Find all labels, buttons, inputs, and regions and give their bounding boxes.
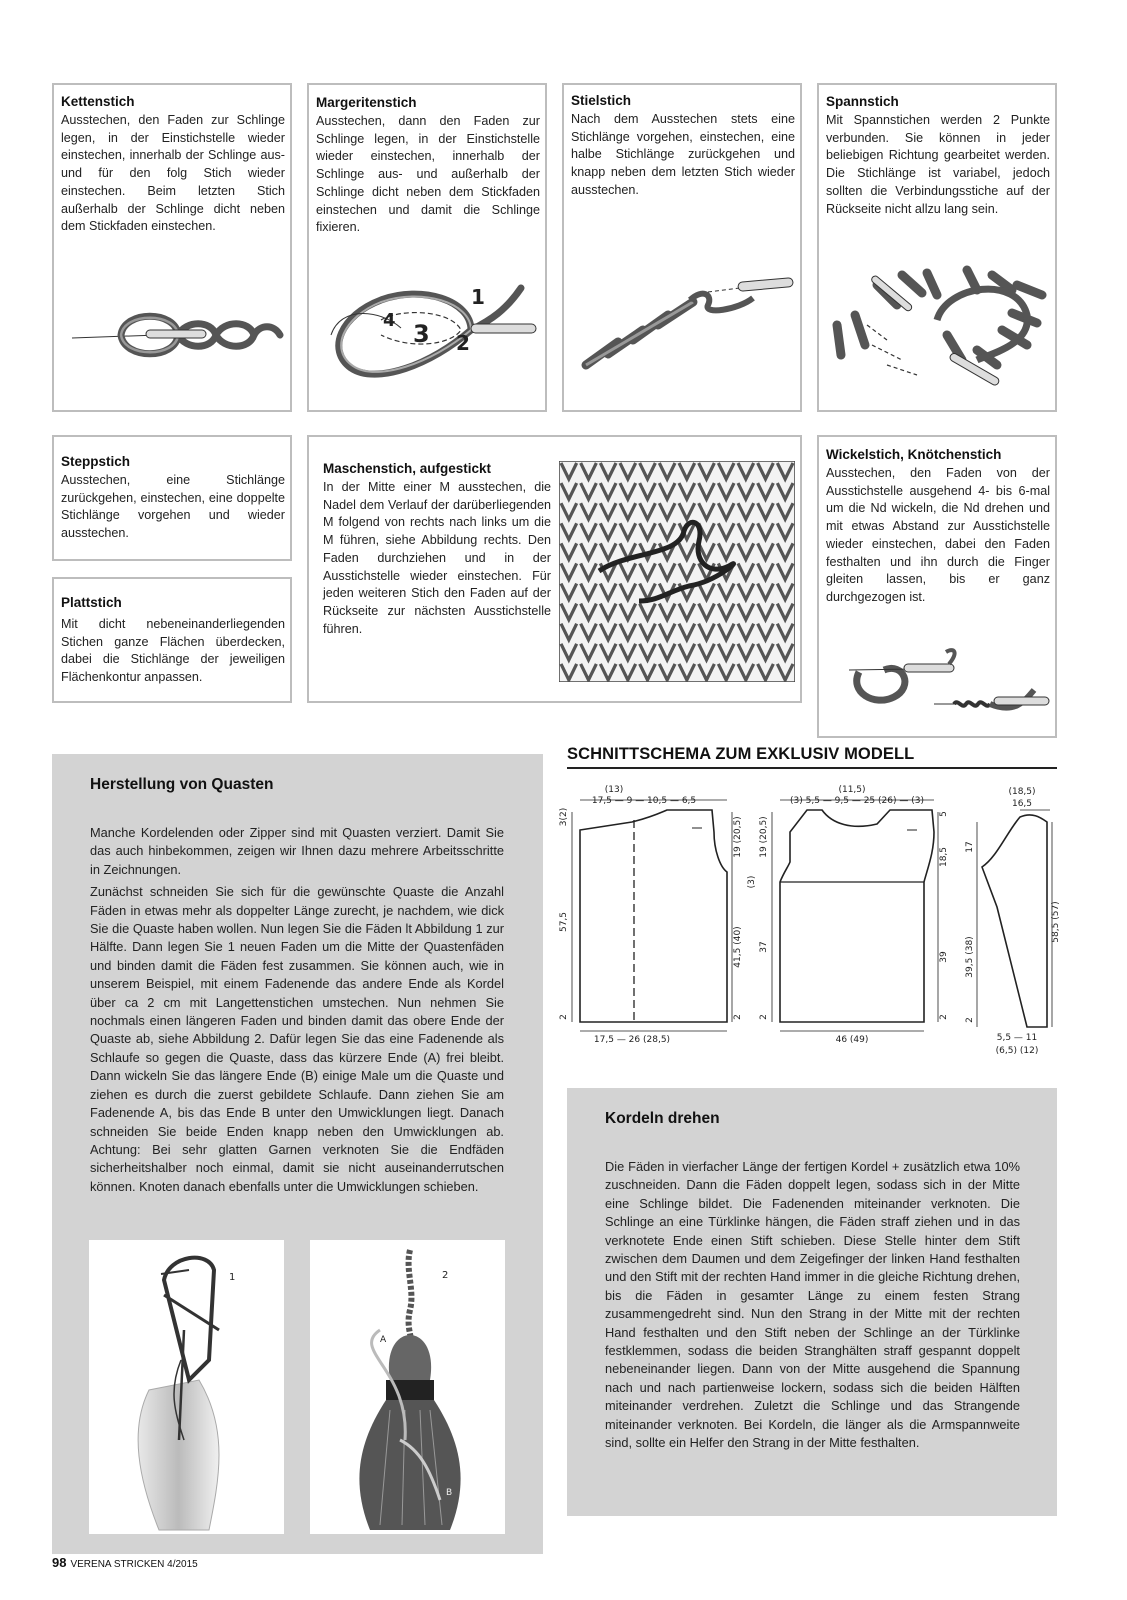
- dimension-label: 16,5: [1011, 799, 1033, 809]
- dimension-label: 41,5 (40): [733, 926, 743, 968]
- chain-stitch-illustration: [66, 290, 286, 380]
- stitch-card-steppstich: [52, 435, 292, 561]
- stitch-title: Plattstich: [61, 595, 122, 610]
- figure-number: 1: [229, 1272, 236, 1283]
- section-title: Herstellung von Quasten: [90, 776, 274, 793]
- dimension-label: 37: [759, 941, 769, 953]
- tassel-section: [52, 754, 543, 1554]
- stitch-card-margeritenstich: [307, 83, 547, 412]
- dimension-label: 17,5 — 9 — 10,5 — 6,5: [591, 796, 697, 806]
- dimension-label: 2: [559, 1014, 569, 1020]
- stitch-card-stielstich: [562, 83, 802, 412]
- cord-section: [567, 1088, 1057, 1516]
- dimension-label: (13): [604, 785, 624, 795]
- paragraph: Manche Kordelenden oder Zipper sind mit Quasten verziert. Damit Sie das auch hinbekommen, zeigen wir Ihnen dazu mehrere Arbeitsschritte in Zeichnungen.: [90, 825, 504, 877]
- lazy-daisy-illustration: [321, 280, 543, 385]
- stitch-card-plattstich: [52, 577, 292, 703]
- tassel-figure-1: [89, 1240, 284, 1534]
- dimension-label: 18,5: [939, 846, 949, 868]
- dimension-label: 17: [965, 841, 975, 853]
- dimension-label: 57,5: [559, 911, 569, 933]
- section-title: Kordeln drehen: [605, 1110, 720, 1127]
- paragraph: Zunächst schneiden Sie sich für die gewünschte Quaste die Anzahl Fäden in etwas mehr als doppelter Länge zurecht, je nachdem, wie dick Sie die Quaste haben wollen. Nun legen Sie die Fäden lt Abbildung 1 zur Hälfte. Dann legen Sie 1 neuen Faden um die Mitte der Quastenfäden und binden damit die Fäden fest zusammen. Sie können auch, wie in unserem Beispiel, mit einem Fadenende das andere Ende als Kordel über ca 2 cm mit Langettenstichen umstechen. Nun nehmen Sie nochmals einen längeren Faden und binden damit das obere Ende der Quaste ab, siehe Abbildung 2. Dafür legen Sie das eine Fadenende als Schlaufe so gegen die Quaste, dass das kürzere Ende (A) frei bleibt. Dann wickeln Sie das längere Ende (B) einige Male um die Quaste und ziehen es durch die zuerst gebildete Schlaufe. Dann ziehen Sie am Fadenende A, bis das Ende B unter den Umwicklungen liegt. Danach schneiden Sie beide Enden knapp neben den Umwicklungen ab. Achtung: Bei sehr glatten Garnen verknoten Sie die Endfäden sicherheitshalber noch einmal, damit sie nicht auseinanderrutschen können. Knoten danach ebenfalls unter die Umwicklungen schieben.: [90, 884, 504, 1194]
- dimension-label: 2: [733, 1014, 743, 1020]
- figure-label: 3: [413, 320, 430, 348]
- figure-number: 2: [442, 1270, 449, 1281]
- stitch-description: Ausstechen, dann den Faden zur Schlinge legen, in der Einstichstelle wieder einstechen, innerhalb der Schlinge aus- und außerhalb der Schlinge dicht neben dem Stickfaden einstechen und damit die Schlinge fixieren.: [316, 114, 540, 235]
- stitch-card-wickelstich: [817, 435, 1057, 738]
- stitch-title: Margeritenstich: [316, 95, 417, 110]
- dimension-label: 2: [965, 1017, 975, 1023]
- dimension-label: 46 (49): [835, 1035, 869, 1045]
- duplicate-stitch-illustration: [559, 461, 795, 682]
- dimension-label: 3(2): [559, 807, 569, 827]
- stitch-card-spannstich: [817, 83, 1057, 412]
- dimension-label: (3): [747, 875, 757, 889]
- dimension-label: (11,5): [838, 785, 866, 795]
- stitch-card-maschenstich: [307, 435, 802, 703]
- dimension-label: 39: [939, 951, 949, 963]
- dimension-label: 5: [939, 811, 949, 817]
- figure-label: 1: [471, 285, 485, 309]
- stitch-title: Kettenstich: [61, 94, 135, 109]
- dimension-label: 2: [939, 1014, 949, 1020]
- stem-stitch-illustration: [578, 270, 796, 380]
- dimension-label: 19 (20,5): [759, 816, 769, 858]
- dimension-label: 2: [759, 1014, 769, 1020]
- dimension-label: (6,5) (12): [995, 1046, 1039, 1056]
- back-piece: [580, 810, 727, 1022]
- dimension-label: 39,5 (38): [965, 936, 975, 978]
- stitch-title: Stielstich: [571, 93, 632, 108]
- sleeve-piece: [982, 815, 1047, 1027]
- stitch-description: Ausstechen, den Faden von der Ausstichstelle ausgehend 4- bis 6-mal um die Nd wickeln, die Nd drehen und mit etwas Abstand zur Ausstichstelle wieder einstechen, dabei den Faden festhalten und ihn durch die Finger gleiten lassen, bis er ganz durchgezogen ist.: [826, 466, 1050, 604]
- thread-end-label: B: [446, 1488, 453, 1498]
- figure-label: 4: [383, 310, 396, 331]
- dimension-label: 19 (20,5): [733, 816, 743, 858]
- page-footer: [52, 1555, 198, 1570]
- dimension-label: 58,5 (57): [1051, 901, 1061, 943]
- thread-end-label: A: [380, 1335, 387, 1345]
- stitch-description: Mit Spannstichen werden 2 Punkte verbunden. Sie können in jeder beliebigen Richtung gearbeitet werden. Die Stichlänge ist variabel, jedoch sollten die Verbindungsstiche auf der Rückseite nicht allzu lang sein.: [826, 113, 1050, 216]
- stitch-card-kettenstich: [52, 83, 292, 412]
- pattern-schematic-title: SCHNITTSCHEMA ZUM EXKLUSIV MODELL: [567, 745, 915, 763]
- stitch-title: Spannstich: [826, 94, 899, 109]
- dimension-label: (18,5): [1008, 787, 1036, 797]
- magazine-issue: VERENA STRICKEN 4/2015: [70, 1559, 198, 1570]
- stitch-title: Wickelstich, Knötchenstich: [826, 447, 1002, 462]
- front-piece: [780, 810, 934, 1022]
- stitch-description: Ausstechen, eine Stichlänge zurückgehen, einstechen, eine doppelte Stichlänge vorgehen und wieder ausstechen.: [61, 473, 285, 541]
- stitch-description: In der Mitte einer M ausstechen, die Nadel dem Verlauf der darüberliegenden M folgend von rechts nach links um die M führen, siehe Abbildung rechts. Den Faden durchziehen und in der Ausstichstelle wieder einstechen. Für jeden weiteren Stich den Faden auf der Rückseite zur nächsten Ausstichstelle führen.: [323, 480, 551, 636]
- straight-stitch-illustration: [827, 265, 1053, 390]
- dimension-label: (3) 5,5 — 9,5 — 25 (26) — (3): [790, 796, 924, 806]
- stitch-title: Steppstich: [61, 454, 131, 469]
- figure-label: 2: [456, 331, 470, 355]
- stitch-description: Mit dicht nebeneinanderliegenden Stichen ganze Flächen überdecken, dabei die Stichlänge der jeweiligen Flächenkontur anpassen.: [61, 617, 285, 685]
- dimension-label: 17,5 — 26 (28,5): [593, 1035, 671, 1045]
- french-knot-illustration: [844, 642, 1054, 732]
- paragraph: Die Fäden in vierfacher Länge der fertigen Kordel + zusätzlich etwa 10% zuschneiden. Dann die Fäden doppelt legen, sodass sich in der Mitte eine Schlinge bildet. Die Fadenenden miteinander verknoten. Die Schlinge an eine Türklinke hängen, die Fäden straff ziehen und in das verknotete Ende einen Stift schieben. Diese Stelle hinter dem Stift zwischen dem Daumen und dem Zeigefinger der linken Hand festhalten und den Stift mit der rechten Hand immer in die gleiche Richtung drehen, bis die Fäden in gesamter Länge zu einem festen Strang zusammengedreht sind. Nun den Strang in der Mitte mit der rechten Hand festhalten und den Stift neben der Schlinge an der Türklinke festklemmen, sodass die beiden Stranghälten straff gespannt doppelt nebeneinander liegen. Dann von der Mitte ausgehend die Spannung nach und nach partienweise lockern, sodass sich die beiden Hälften miteinander verdrehen. Zuletzt die Schlinge und das Strangende miteinander verknoten. Bei Kordeln, die länger als die Armspannweite sind, sollte ein Helfer den Strang in der Mitte festhalten.: [605, 1159, 1020, 1451]
- tassel-figure-2: [310, 1240, 505, 1534]
- pattern-schematic: [552, 772, 1062, 1062]
- stitch-description: Ausstechen, den Faden zur Schlinge legen, in der Einstichstelle wieder einstechen, innerhalb der Schlinge aus- und für den folg Stich wieder einstechen. Beim letzten Stich außerhalb der Schlinge dicht neben dem Stickfaden einstechen.: [61, 113, 285, 234]
- page-number: 98: [52, 1555, 67, 1570]
- dimension-label: 5,5 — 11: [996, 1033, 1038, 1043]
- stitch-description: Nach dem Ausstechen stets eine Stichlänge vorgehen, einstechen, eine halbe Stichlänge zurückgehen und knapp neben dem letzten Stich wieder ausstechen.: [571, 112, 795, 197]
- stitch-title: Maschenstich, aufgestickt: [323, 461, 492, 476]
- title-rule: [567, 767, 1057, 769]
